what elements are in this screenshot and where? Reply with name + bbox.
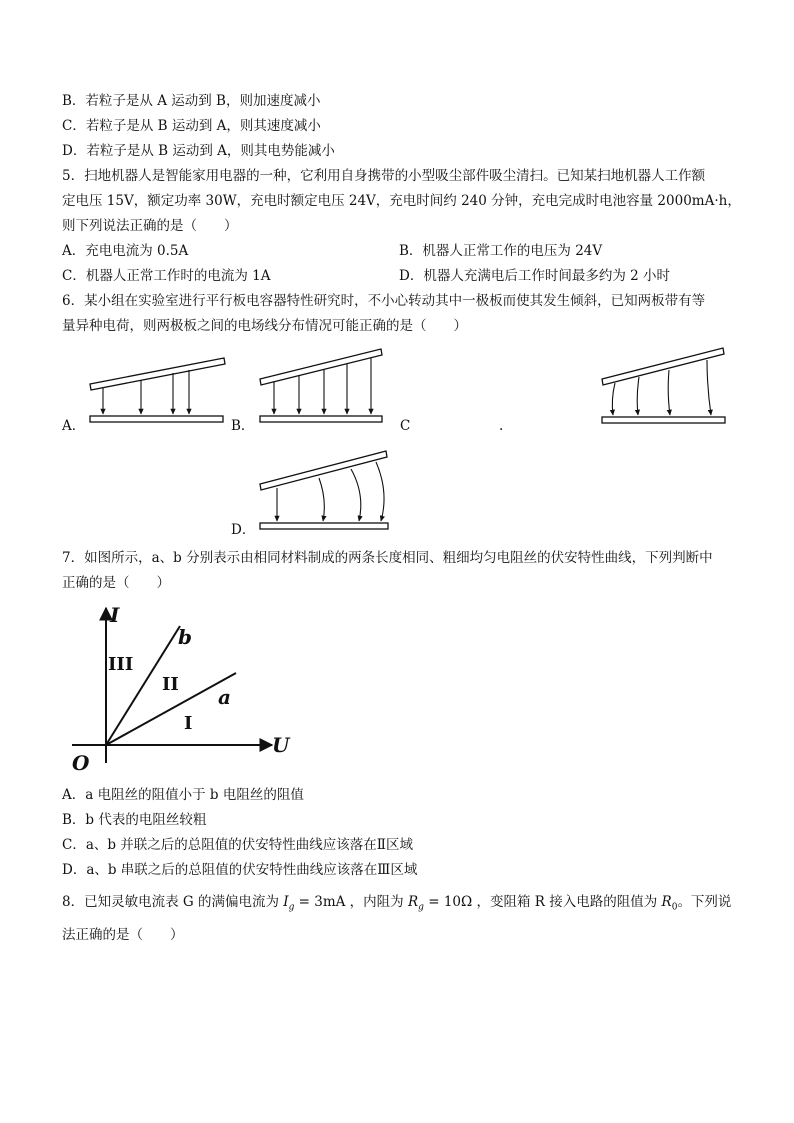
q7-option-b: B．b 代表的电阻丝较粗	[62, 812, 207, 828]
i-axis-label: I	[110, 603, 120, 627]
q8-ig-symbol: I	[283, 894, 289, 910]
region-1-label: I	[184, 713, 193, 734]
q7-stem-line1: 7．如图所示，a、b 分别表示由相同材料制成的两条长度相同、粗细均匀电阻丝的伏安特性曲线，下列判断中	[62, 550, 713, 566]
q8-ig-value: = 3mA ，内阻为	[294, 894, 408, 910]
q6-figure-a	[85, 352, 230, 432]
region-3-label: III	[108, 654, 134, 675]
q6-figure-d	[255, 446, 395, 536]
q5-stem-line1: 5．扫地机器人是智能家用电器的一种，它利用自身携带的小型吸尘部件吸尘清扫。已知某扫地机器人工作额	[62, 168, 706, 184]
q7-option-d: D．a、b 串联之后的总阻值的伏安特性曲线应该落在Ⅲ区域	[62, 862, 418, 878]
q6-label-b: B．	[231, 418, 255, 434]
q6-label-a: A．	[62, 418, 86, 434]
q8-stem-line2: 法正确的是（ ）	[62, 927, 184, 943]
q7-iu-graph	[62, 598, 302, 776]
q8-rg-symbol: R	[407, 894, 419, 910]
q5-option-d: D．机器人充满电后工作时间最多约为 2 小时	[399, 268, 670, 284]
q6-label-c-dot: .	[499, 418, 504, 434]
q6-stem-line2: 量异种电荷，则两极板之间的电场线分布情况可能正确的是（ ）	[62, 318, 467, 334]
q8-r0-sub: 0	[671, 902, 678, 913]
q6-stem-line1: 6．某小组在实验室进行平行板电容器特性研究时，不小心转动其中一极板而使其发生倾斜，已知两板带有等	[62, 293, 706, 309]
q8-stem-line1	[62, 893, 731, 917]
q8-rg-value: = 10Ω ，变阻箱 R 接入电路的阻值为	[423, 894, 662, 910]
q8-rg-sub: g	[418, 902, 424, 913]
q6-figure-c	[597, 343, 732, 431]
q8-r0-symbol: R	[661, 894, 672, 910]
q5-option-a: A．充电电流为 0.5A	[62, 243, 189, 259]
q8-text-a: 8．已知灵敏电流表 G 的满偏电流为	[62, 894, 284, 910]
q5-stem-line3: 则下列说法正确的是（ ）	[62, 218, 238, 234]
q8-ig-sub: g	[288, 902, 295, 913]
q4-option-b: B．若粒子是从 A 运动到 B，则加速度减小	[62, 93, 321, 109]
origin-label: O	[72, 751, 90, 775]
q6-label-d: D．	[231, 522, 256, 538]
q7-option-a: A．a 电阻丝的阻值小于 b 电阻丝的阻值	[62, 787, 304, 803]
q6-figure-b	[255, 345, 390, 430]
line-b-label: b	[178, 625, 192, 649]
q8-text-b: 。下列说	[677, 894, 732, 910]
q5-stem-line2: 定电压 15V，额定功率 30W，充电时额定电压 24V，充电时间约 240 分钟，充电完成时电池容量 2000mA·h，	[62, 193, 741, 209]
q7-option-c: C．a、b 并联之后的总阻值的伏安特性曲线应该落在Ⅱ区域	[62, 837, 413, 853]
q4-option-d: D．若粒子是从 B 运动到 A，则其电势能减小	[62, 143, 335, 159]
q4-option-c: C．若粒子是从 B 运动到 A，则其速度减小	[62, 118, 321, 134]
q7-stem-line2: 正确的是（ ）	[62, 575, 170, 591]
region-2-label: II	[162, 674, 179, 695]
q6-label-c: C	[400, 418, 411, 434]
q5-option-c: C．机器人正常工作时的电流为 1A	[62, 268, 271, 284]
q5-option-b: B．机器人正常工作的电压为 24V	[399, 243, 603, 259]
line-a-label: a	[218, 685, 231, 709]
u-axis-label: U	[272, 733, 290, 757]
